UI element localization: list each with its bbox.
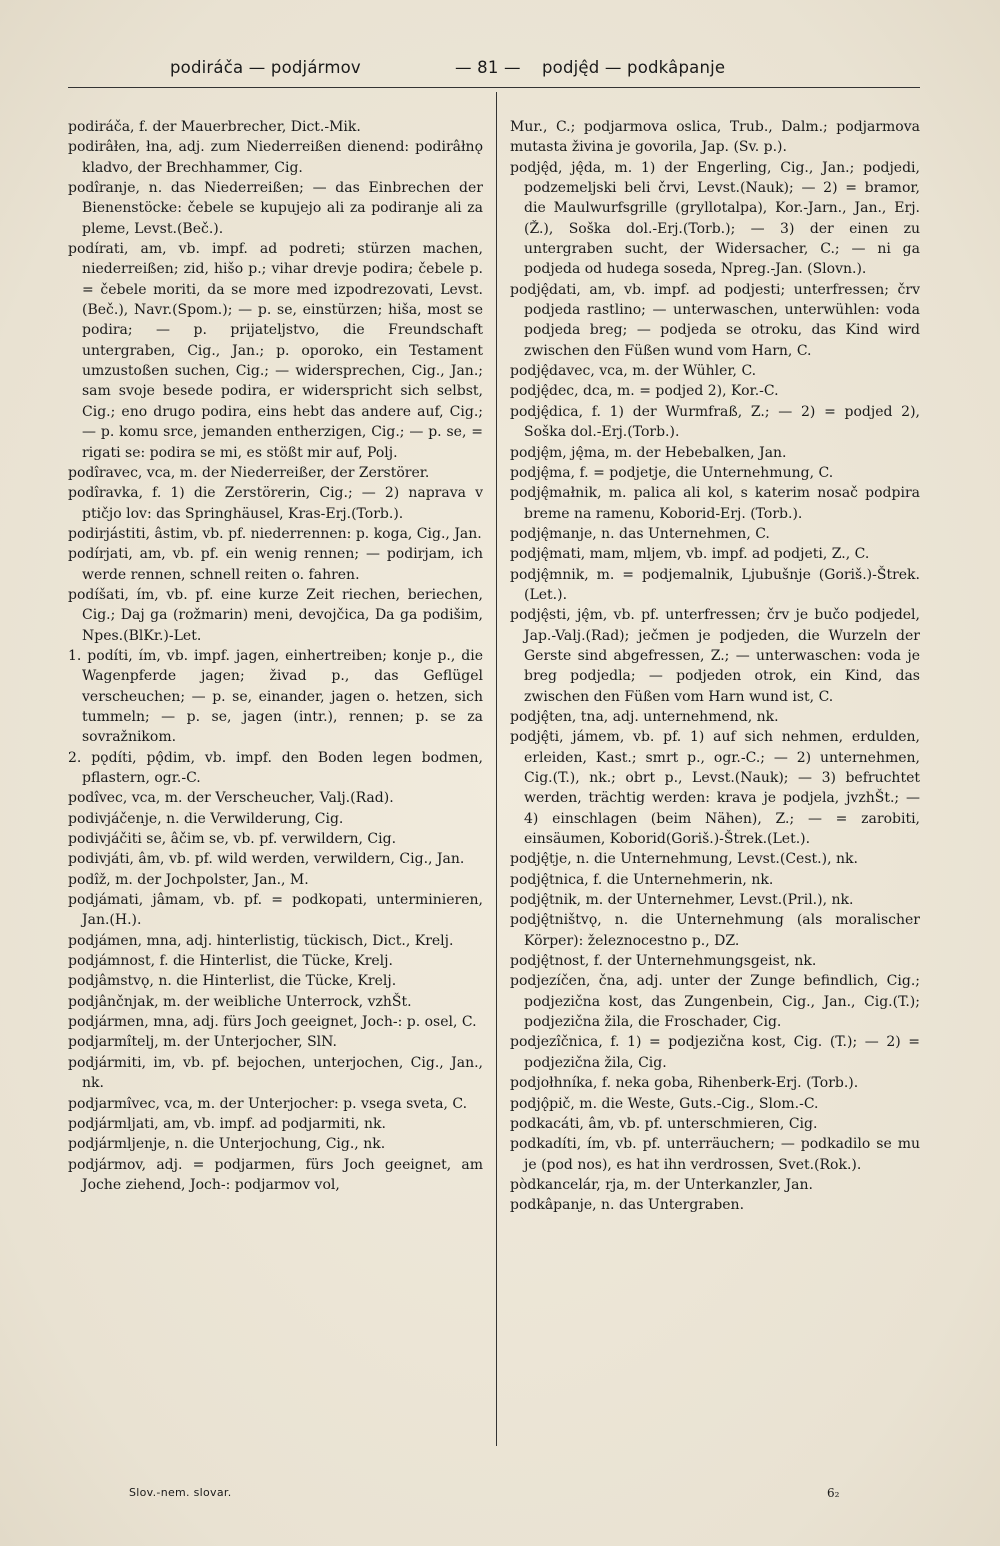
- running-header: [80, 58, 920, 86]
- dictionary-entry: podîranje, n. das Niederreißen; — das Einbrechen der Bienenstöcke: čebele se kupujejo ali za podiranje ali za pleme, Levst.(Beč.).: [68, 180, 483, 237]
- dictionary-entry: podję̂tnik, m. der Unternehmer, Levst.(Pril.), nk.: [510, 892, 854, 909]
- dictionary-entry: podjołhníka, f. neka goba, Rihenberk-Erj. (Torb.).: [510, 1075, 859, 1092]
- dictionary-entry: podírati, am, vb. impf. ad podreti; stürzen machen, niederreißen; zid, hišo p.; vihar drevje podira; čebele p. = čebele moriti, da se more med izpodrezovati, Levst.(Beč.), Navr.(Spom.); — p. se, einstürzen; hiša, most se podira; — p. prijateljstvo, die Freundschaft untergraben, Cig., Jan.; p. oporoko, ein Testament umzustoßen suchen, Cig.; — widersprechen, Cig., Jan.; sam svoje besede podira, er widerspricht sich selbst, Cig.; eno drugo podira, eins hebt das andere auf, Cig.; — p. komu srce, jemanden entherzigen, Cig.; — p. se, = rigati se: podira se mi, es stößt mir auf, Polj.: [68, 241, 483, 461]
- dictionary-entry: podîvec, vca, m. der Verscheucher, Valj.(Rad).: [68, 790, 394, 807]
- dictionary-entry: podíšati, ím, vb. pf. eine kurze Zeit riechen, beriechen, Cig.; Daj ga (rožmarin) meni, devojčica, Da ga podišim, Npes.(BlKr.)-Let.: [68, 586, 483, 644]
- dictionary-entry: podjezíčen, čna, adj. unter der Zunge befindlich, Cig.; podjezična kost, das Zungenbein, Cig., Jan., Cig.(T.); podjezična žila, die Froschader, Cig.: [510, 973, 920, 1031]
- dictionary-entry: podję̂manje, n. das Unternehmen, C.: [510, 525, 770, 542]
- dictionary-entry: podîravec, vca, m. der Niederreißer, der Zerstörer.: [68, 464, 430, 481]
- dictionary-entry: podję̂tništvǫ, n. die Unternehmung (als moralischer Körper): železnocestno p., DZ.: [510, 912, 920, 949]
- dictionary-entry: podję̂tnost, f. der Unternehmungsgeist, nk.: [510, 953, 817, 970]
- dictionary-entry: podjânčnjak, m. der weibliche Unterrock, vzhŠt.: [68, 993, 412, 1010]
- dictionary-entry: pòdkancelár, rja, m. der Unterkanzler, Jan.: [510, 1176, 813, 1193]
- dictionary-entry: podję̂ma, f. = podjetje, die Unternehmung, C.: [510, 464, 834, 481]
- dictionary-entry: podjármiti, im, vb. pf. bejochen, unterjochen, Cig., Jan., nk.: [68, 1054, 483, 1092]
- dictionary-entry: podję̂dec, dca, m. = podjed 2), Kor.-C.: [510, 383, 779, 400]
- dictionary-entry: podivjáti, âm, vb. pf. wild werden, verwildern, Cig., Jan.: [68, 851, 465, 868]
- dictionary-entry: podiráča, f. der Mauerbrecher, Dict.-Mik.: [68, 119, 361, 135]
- dictionary-entry: podję̂tnica, f. die Unternehmerin, nk.: [510, 871, 774, 888]
- dictionary-entry: podję̂m, ję̂ma, m. der Hebebalken, Jan.: [510, 444, 787, 461]
- dictionary-entry: podję̂ti, jámem, vb. pf. 1) auf sich nehmen, erdulden, erleiden, Kast.; smrt p., ogr.-C.; — 2) unternehmen, Cig.(T.), nk.; obrt p., Levst.(Nauk); — 3) befruchtet werden, trächtig werden: krava je podjela, jvzhŠt.; — 4) einschlagen (beim Nähen), Z.; — = zarobiti, einsäumen, Koborid(Goriš.)-Štrek.(Let.).: [510, 729, 920, 848]
- dictionary-entry: podjármljenje, n. die Unterjochung, Cig., nk.: [68, 1136, 386, 1153]
- dictionary-entry: 2. pǫdíti, pǫ̂dim, vb. impf. den Boden legen bodmen, pflastern, ogr.-C.: [68, 749, 483, 786]
- dictionary-entry: podjarmîvec, vca, m. der Unterjocher: p. vsega sveta, C.: [68, 1095, 468, 1112]
- page-number: — 81 —: [455, 58, 521, 77]
- dictionary-entry: podję̂d, ję̂da, m. 1) der Engerling, Cig., Jan.; podjedi, podzemeljski beli črvi, Levst.(Nauk); — 2) = bramor, die Maulwurfsgrille (gryllotalpa), Kor.-Jarn., Jan., Erj.(Ž.), Soška dol.-Erj.(Torb.); — 3) der einen zu untergraben sucht, der Widersacher, C.; — ni ga podjeda od hudega soseda, Npreg.-Jan. (Slovn.).: [510, 159, 920, 278]
- dictionary-entry: podjármen, mna, adj. fürs Joch geeignet, Joch-: p. osel, C.: [68, 1014, 477, 1031]
- dictionary-entry: podjámati, jâmam, vb. pf. = podkopati, unterminieren, Jan.(H.).: [68, 892, 483, 929]
- dictionary-entry: podirâłen, łna, adj. zum Niederreißen dienend: podirâłnǫ kladvo, der Brechhammer, Cig.: [68, 139, 483, 176]
- dictionary-entry: podírjati, am, vb. pf. ein wenig rennen; — podirjam, ich werde rennen, schnell reiten o. fahren.: [68, 546, 483, 583]
- dictionary-entry: podkacáti, âm, vb. pf. unterschmieren, Cig.: [510, 1115, 818, 1132]
- dictionary-entry: podję̂mnik, m. = podjemalnik, Ljubušnje (Goriš.)-Štrek.(Let.).: [510, 566, 920, 603]
- dictionary-entry: podjâmstvǫ, n. die Hinterlist, die Tücke, Krelj.: [68, 973, 397, 990]
- dictionary-entry: podję̂dati, am, vb. impf. ad podjesti; unterfressen; črv podjeda rastlino; — unterwaschen, unterwühlen: voda podjeda breg; — podjeda se otroku, das Kind wird zwischen den Füßen wund vom Harn, C.: [510, 281, 920, 359]
- dictionary-entry: podję̂davec, vca, m. der Wühler, C.: [510, 363, 757, 380]
- entry-continuation: Mur., C.; podjarmova oslica, Trub., Dalm.; podjarmova mutasta živina je govorila, Jap. (Sv. p.).: [510, 119, 920, 156]
- dictionary-entry: podję̂mati, mam, mljem, vb. impf. ad podjeti, Z., C.: [510, 546, 870, 563]
- dictionary-entry: podjarmîtelj, m. der Unterjocher, SlN.: [68, 1034, 337, 1051]
- dictionary-entry: podjǫ̂pič, m. die Weste, Guts.-Cig., Slom.-C.: [510, 1095, 819, 1112]
- dictionary-entry: podję̂małnik, m. palica ali kol, s katerim nosač podpira breme na ramenu, Koborid-Erj. (Torb.).: [510, 485, 920, 522]
- dictionary-entry: podjámen, mna, adj. hinterlistig, tückisch, Dict., Krelj.: [68, 932, 454, 949]
- dictionary-entry: podkadíti, ím, vb. pf. unterräuchern; — podkadilo se mu je (pod nos), es hat ihn verdrossen, Svet.(Rok.).: [510, 1136, 920, 1173]
- dictionary-entry: podję̂sti, ję̂m, vb. pf. unterfressen; črv je bučo podjedel, Jap.-Valj.(Rad); ječmen je podjeden, die Wurzeln der Gerste sind abgefressen, Z.; — unterwaschen: voda je breg podjedla; — podjeden otrok, ein Kind, das zwischen den Füßen vom Harn wund ist, C.: [510, 607, 920, 705]
- dictionary-entry: 1. podíti, ím, vb. impf. jagen, einhertreiben; konje p., die Wagenpferde jagen; živad p., das Geflügel verscheuchen; — p. se, einander, jagen o. hetzen, sich tummeln; — p. se, jagen (intr.), rennen; p. se za sovražnikom.: [68, 647, 483, 746]
- dictionary-entry: podjármljati, am, vb. impf. ad podjarmiti, nk.: [68, 1115, 386, 1132]
- dictionary-entry: podîž, m. der Jochpolster, Jan., M.: [68, 871, 309, 888]
- dictionary-entry: podîravka, f. 1) die Zerstörerin, Cig.; — 2) naprava v ptičjo lov: das Springhäusel, Kras-Erj.(Torb.).: [68, 485, 483, 522]
- sheet-signature: 6₂: [827, 1486, 840, 1500]
- left-column: [68, 117, 483, 1195]
- dictionary-entry: podjámnost, f. die Hinterlist, die Tücke, Krelj.: [68, 953, 393, 970]
- header-rule: [68, 87, 920, 88]
- dictionary-entry: podkâpanje, n. das Untergraben.: [510, 1197, 745, 1214]
- dictionary-entry: podjármov, adj. = podjarmen, fürs Joch geeignet, am Joche ziehend, Joch-: podjarmov vol,: [68, 1156, 483, 1193]
- dictionary-entry: podjezîčnica, f. 1) = podjezična kost, Cig. (T.); — 2) = podjezična žila, Cig.: [510, 1034, 920, 1071]
- dictionary-entry: podję̂tje, n. die Unternehmung, Levst.(Cest.), nk.: [510, 851, 858, 868]
- signature-mark: Slov.-nem. slovar.: [129, 1486, 232, 1499]
- right-column: [510, 117, 920, 1216]
- dictionary-entry: podję̂ten, tna, adj. unternehmend, nk.: [510, 708, 779, 725]
- header-left-guide-words: podiráča — podjármov: [170, 58, 361, 77]
- dictionary-entry: podivjáčiti se, âčim se, vb. pf. verwildern, Cig.: [68, 831, 397, 848]
- header-right-guide-words: podję̂d — podkâpanje: [542, 58, 726, 77]
- dictionary-entry: podivjáčenje, n. die Verwilderung, Cig.: [68, 810, 344, 827]
- dictionary-entry: podję̂dica, f. 1) der Wurmfraß, Z.; — 2) = podjed 2), Soška dol.-Erj.(Torb.).: [510, 403, 920, 441]
- column-separator: [496, 92, 497, 1446]
- dictionary-entry: podirjástiti, âstim, vb. pf. niederrennen: p. koga, Cig., Jan.: [68, 525, 482, 542]
